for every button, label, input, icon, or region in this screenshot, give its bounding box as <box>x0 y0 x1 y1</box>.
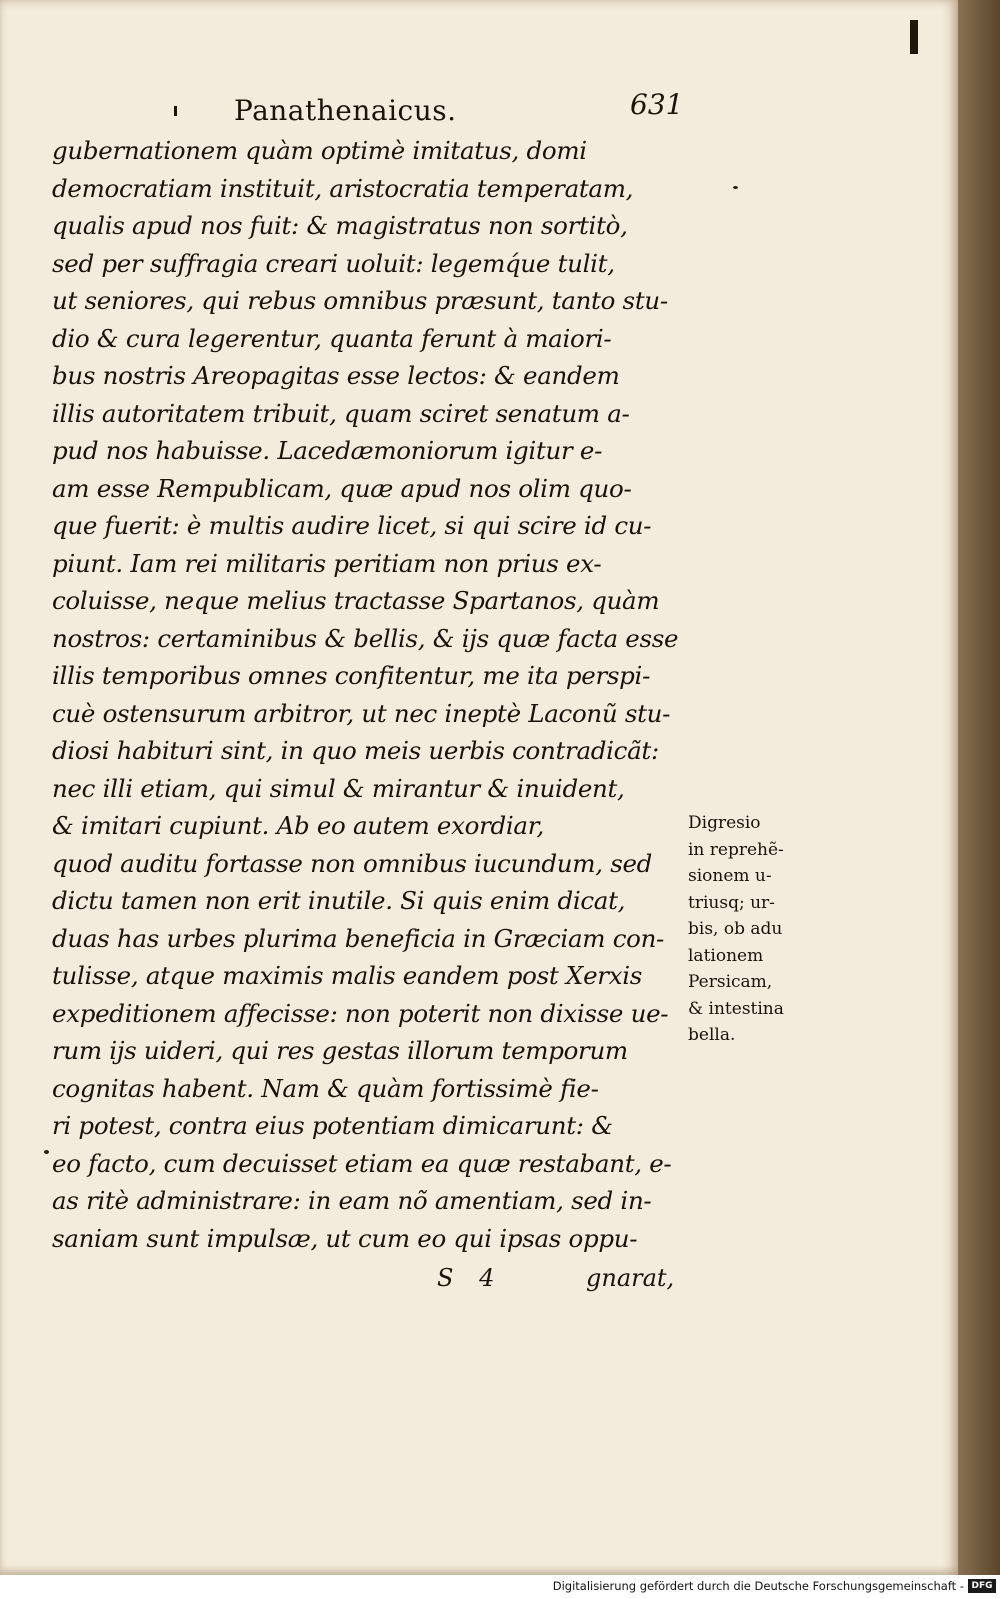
text-line: dictu tamen non erit inutile. Si quis enim dicat, <box>52 886 626 915</box>
text-line: ri potest, contra eius potentiam dimicarunt: & <box>52 1111 613 1140</box>
footer-bar <box>0 1575 1000 1598</box>
running-title: Panathenaicus. <box>234 94 457 127</box>
marginal-note-line: lationem <box>688 945 764 966</box>
book-edge <box>958 0 1000 1575</box>
text-line: tulisse, atque maximis malis eandem post Xerxis <box>52 961 643 990</box>
main-text-block <box>52 132 692 1257</box>
marginal-note-line: bis, ob adu <box>688 919 783 939</box>
text-line: gubernationem quàm optimè imitatus, domi <box>52 136 587 165</box>
text-line: dio & cura legerentur, quanta ferunt à maiori- <box>52 323 612 353</box>
text-line: cognitas habent. Nam & quàm fortissimè fie- <box>52 1073 599 1103</box>
catchword: gnarat, <box>586 1264 675 1292</box>
text-line: bus nostris Areopagitas esse lectos: & eandem <box>52 361 620 390</box>
text-line: sed per suffragia creari uoluit: legemq́ue tulit, <box>52 248 615 278</box>
running-header <box>0 88 958 134</box>
text-line: eo facto, cum decuisset etiam ea quæ restabant, e- <box>52 1148 672 1178</box>
text-line: democratiam instituit, aristocratia temperatam, <box>52 173 634 203</box>
text-line: expeditionem affecisse: non poterit non dixisse ue- <box>52 998 669 1028</box>
ink-speck <box>44 1150 49 1154</box>
signature-mark: S 4 <box>437 1264 495 1292</box>
header-ornament-mark <box>174 106 177 116</box>
text-line: ut seniores, qui rebus omnibus præsunt, tanto stu- <box>52 286 668 315</box>
text-line: cuè ostensurum arbitror, ut nec ineptè Laconũ stu- <box>52 698 671 728</box>
marginal-note-line: bella. <box>688 1025 736 1045</box>
text-line: rum ijs uideri, qui res gestas illorum temporum <box>52 1036 628 1065</box>
marginal-note-line: in reprehẽ- <box>688 839 784 860</box>
text-line: quod auditu fortasse non omnibus iucundum, sed <box>52 848 653 878</box>
text-line: pud nos habuisse. Lacedæmoniorum igitur e- <box>52 436 603 465</box>
page-number: 631 <box>630 88 684 121</box>
text-line: saniam sunt impulsæ, ut cum eo qui ipsas oppu- <box>52 1223 638 1253</box>
marginal-note-line: & intestina <box>688 998 784 1019</box>
funding-credit: Digitalisierung gefördert durch die Deutsche Forschungsgemeinschaft - <box>552 1579 964 1593</box>
text-line: piunt. Iam rei militaris peritiam non prius ex- <box>52 548 602 578</box>
text-line: coluisse, neque melius tractasse Spartanos, quàm <box>52 586 660 615</box>
text-line: illis autoritatem tribuit, quam sciret senatum a- <box>52 398 630 428</box>
text-line: que fuerit: è multis audire licet, si qui scire id cu- <box>52 511 652 540</box>
text-line: illis temporibus omnes confitentur, me ita perspi- <box>52 661 651 690</box>
text-line: nec illi etiam, qui simul & mirantur & inuident, <box>52 773 625 803</box>
text-line: am esse Rempublicam, quæ apud nos olim quo- <box>52 473 632 503</box>
text-line: diosi habituri sint, in quo meis uerbis contradicãt: <box>52 736 659 765</box>
marginal-note-line: Digresio <box>688 813 761 833</box>
text-line: nostros: certaminibus & bellis, & ijs quæ facta esse <box>52 623 679 653</box>
marginal-note <box>688 810 808 1049</box>
dfg-logo: DFG <box>968 1579 996 1593</box>
page-corner-mark <box>910 20 918 54</box>
text-line: & imitari cupiunt. Ab eo autem exordiar, <box>52 811 544 840</box>
text-line: duas has urbes plurima beneficia in Græciam con- <box>52 923 665 953</box>
marginal-note-line: sionem u- <box>688 866 772 886</box>
marginal-note-line: Persicam, <box>688 972 773 992</box>
text-line: as ritè administrare: in eam nõ amentiam, sed in- <box>52 1186 652 1215</box>
marginal-note-line: triusq; ur- <box>688 892 775 913</box>
text-line: qualis apud nos fuit: & magistratus non sortitò, <box>52 211 628 240</box>
ink-speck <box>733 186 738 189</box>
